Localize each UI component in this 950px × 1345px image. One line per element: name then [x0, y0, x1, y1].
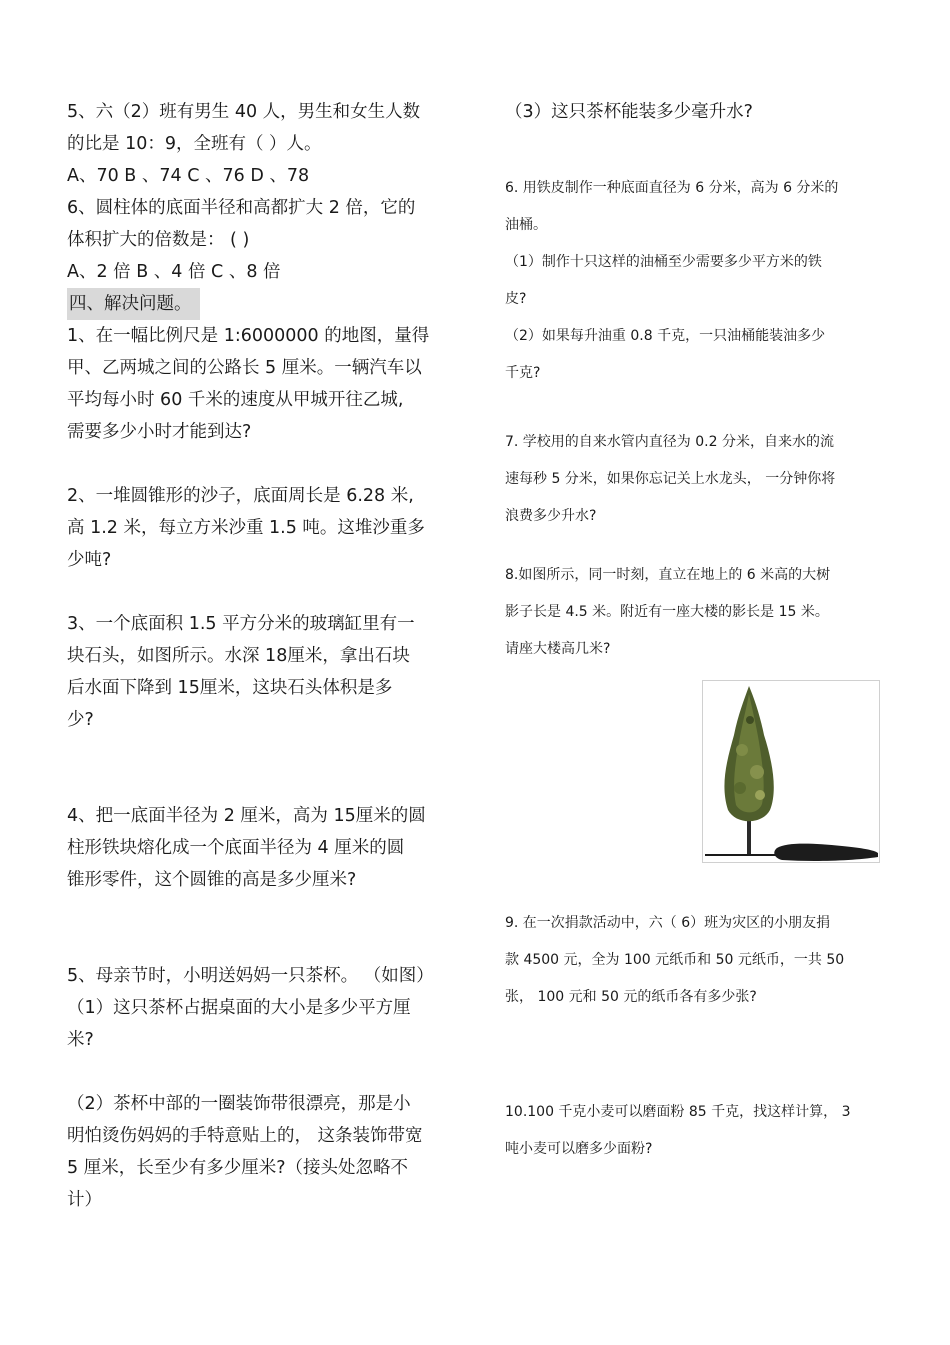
problem-line: 浪费多少升水? — [505, 508, 597, 524]
problem-line: （1）制作十只这样的油桶至少需要多少平方米的铁 — [505, 254, 822, 270]
problem-line: 块石头，如图所示。水深 18厘米，拿出石块 — [67, 646, 410, 666]
problem-line: 张， 100 元和 50 元的纸币各有多少张? — [505, 989, 757, 1005]
problem-line: 少? — [67, 710, 94, 730]
problem-line: 6. 用铁皮制作一种底面直径为 6 分米，高为 6 分米的 — [505, 180, 839, 196]
problem-line: 明怕烫伤妈妈的手特意贴上的， 这条装饰带宽 — [67, 1126, 423, 1146]
left-column — [67, 96, 445, 1216]
problem-line: 锥形零件，这个圆锥的高是多少厘米? — [67, 870, 357, 890]
problem-line: 9. 在一次捐款活动中，六（ 6）班为灾区的小朋友捐 — [505, 915, 831, 931]
problem-line: 少吨? — [67, 550, 112, 570]
choice-options: A、70 B 、74 C 、76 D 、78 — [67, 166, 310, 186]
problem-line: 2、一堆圆锥形的沙子，底面周长是 6.28 米, — [67, 486, 414, 506]
question-line: 体积扩大的倍数是： ( ) — [67, 230, 250, 250]
problem-4 — [67, 800, 445, 896]
problem-line: 油桶。 — [505, 217, 547, 233]
question-line: 5、六（2）班有男生 40 人，男生和女生人数 — [67, 102, 421, 122]
problem-line: 甲、乙两城之间的公路长 5 厘米。一辆汽车以 — [67, 358, 422, 378]
problem-line: 10.100 千克小麦可以磨面粉 85 千克，找这样计算， 3 — [505, 1104, 851, 1120]
problem-line: 1、在一幅比例尺是 1:6000000 的地图，量得 — [67, 326, 430, 346]
problem-line: （2）茶杯中部的一圈装饰带很漂亮，那是小 — [67, 1094, 411, 1114]
problem-8 — [505, 557, 890, 668]
question-line: 的比是 10：9，全班有（ ）人。 — [67, 134, 322, 154]
right-column — [505, 96, 890, 1168]
problem-line: 需要多少小时才能到达? — [67, 422, 252, 442]
problem-1 — [67, 320, 445, 448]
choice-question-5 — [67, 96, 445, 192]
problem-line: （2）如果每升油重 0.8 千克，一只油桶能装油多少 — [505, 328, 826, 344]
problem-line: 5、母亲节时，小明送妈妈一只茶杯。 （如图） — [67, 966, 434, 986]
choice-question-6 — [67, 192, 445, 288]
problem-7 — [505, 424, 890, 535]
problem-line: 8.如图所示，同一时刻，直立在地上的 6 米高的大树 — [505, 567, 831, 583]
problem-line: 吨小麦可以磨多少面粉? — [505, 1141, 653, 1157]
problem-line: 3、一个底面积 1.5 平方分米的玻璃缸里有一 — [67, 614, 415, 634]
problem-line: 平均每小时 60 千米的速度从甲城开往乙城, — [67, 390, 404, 410]
problem-3 — [67, 608, 445, 736]
section-header: 四、解决问题。 — [67, 288, 200, 320]
problem-line: 7. 学校用的自来水管内直径为 0.2 分米，自来水的流 — [505, 434, 834, 450]
problem-line: 柱形铁块熔化成一个底面半径为 4 厘米的圆 — [67, 838, 405, 858]
problem-line: 计） — [67, 1190, 102, 1210]
problem-line: 请座大楼高几米? — [505, 641, 611, 657]
problem-line: 影子长是 4.5 米。附近有一座大楼的影长是 15 米。 — [505, 604, 829, 620]
problem-line: 4、把一底面半径为 2 厘米，高为 15厘米的圆 — [67, 806, 426, 826]
problem-10 — [505, 1094, 890, 1168]
problem-line: 后水面下降到 15厘米，这块石头体积是多 — [67, 678, 393, 698]
problem-6 — [505, 170, 890, 392]
problem-line: 款 4500 元，全为 100 元纸币和 50 元纸币，一共 50 — [505, 952, 845, 968]
problem-5 — [67, 960, 445, 1216]
problem-line: 高 1.2 米，每立方米沙重 1.5 吨。这堆沙重多 — [67, 518, 425, 538]
choice-options: A、2 倍 B 、4 倍 C 、8 倍 — [67, 262, 281, 282]
problem-line: 千克? — [505, 365, 541, 381]
problem-5-part-3: （3）这只茶杯能装多少毫升水? — [505, 102, 753, 122]
problem-9 — [505, 905, 890, 1016]
question-line: 6、圆柱体的底面半径和高都扩大 2 倍，它的 — [67, 198, 416, 218]
problem-line: 速每秒 5 分米，如果你忘记关上水龙头， 一分钟你将 — [505, 471, 836, 487]
problem-line: 5 厘米，长至少有多少厘米?（接头处忽略不 — [67, 1158, 408, 1178]
problem-line: 米? — [67, 1030, 94, 1050]
problem-2 — [67, 480, 445, 576]
tree-with-shadow-icon — [702, 680, 880, 863]
problem-line: 皮? — [505, 291, 527, 307]
problem-line: （1）这只茶杯占据桌面的大小是多少平方厘 — [67, 998, 411, 1018]
